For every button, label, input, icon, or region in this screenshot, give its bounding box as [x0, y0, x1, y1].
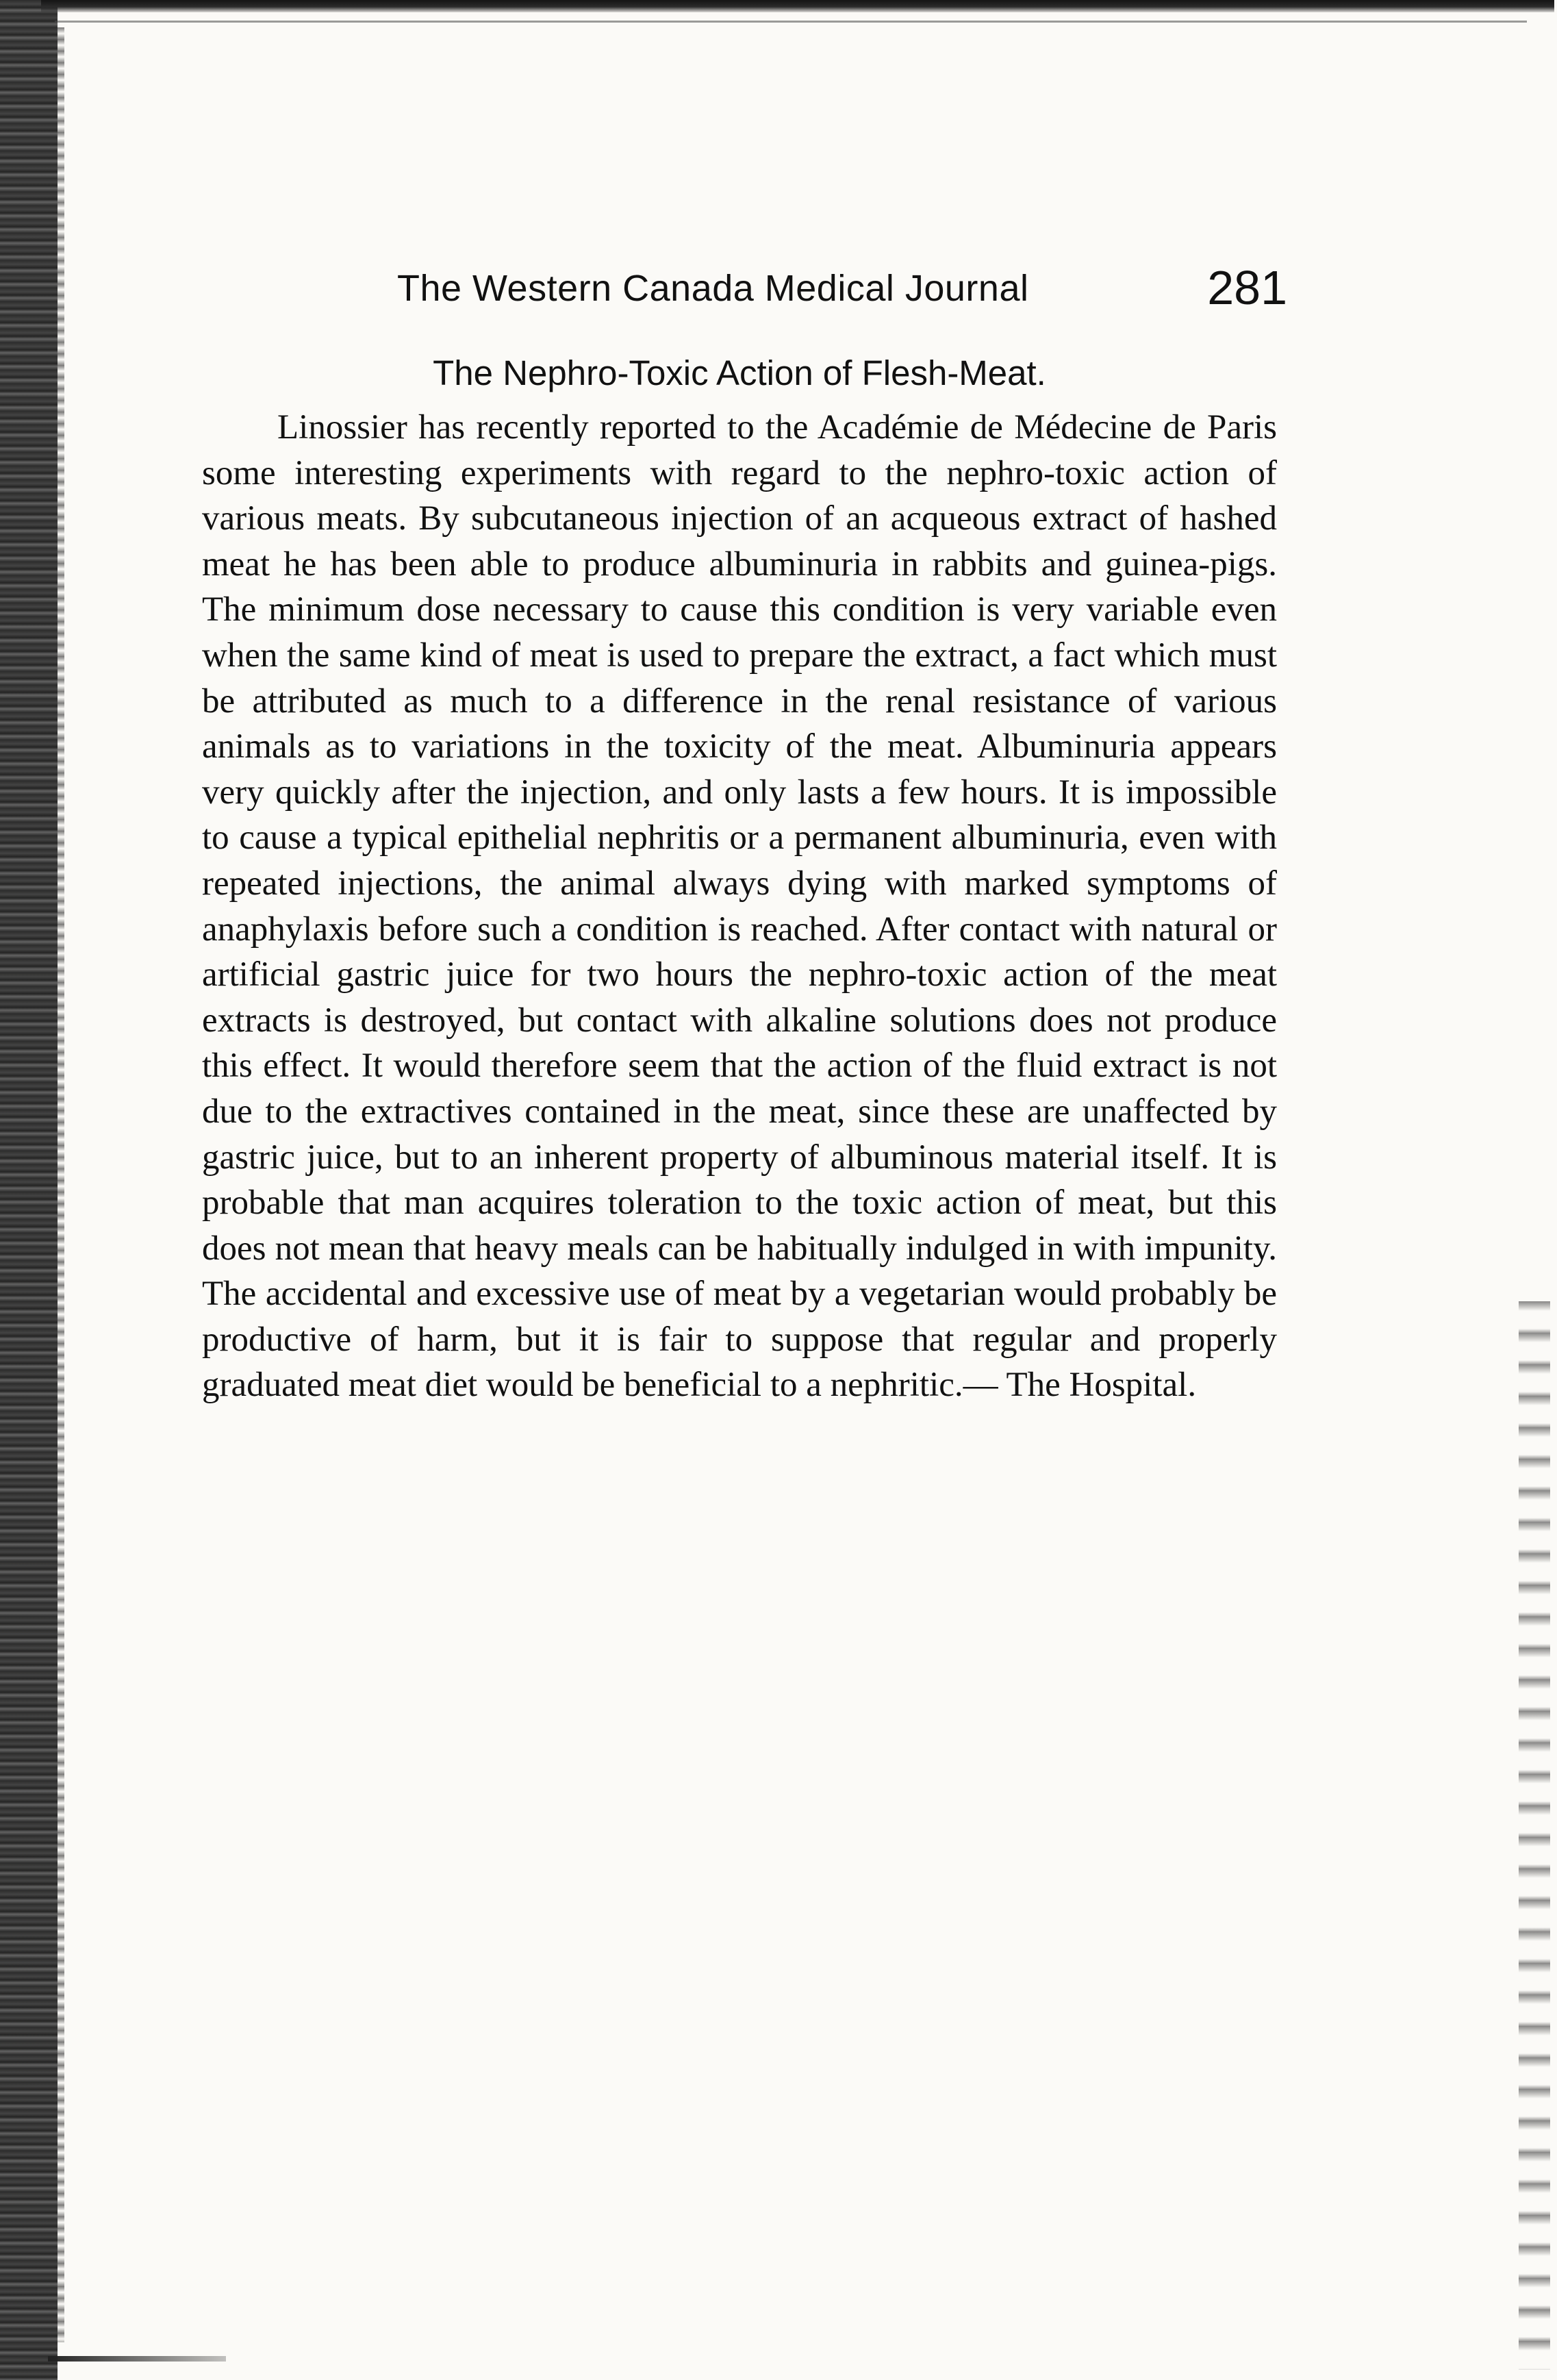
right-edge-scan-artifact — [1519, 1301, 1550, 2370]
book-binding-edge — [0, 0, 58, 2380]
page-header — [397, 260, 1287, 336]
article-body: Linossier has recently reported to the Académie de Médecine de Paris some interesting experiments with regard to the nephro-toxic action of various meats. By subcutaneous injection of an acqueous extract of hashed meat he has been able to produce albuminuria in rabbits and guinea-pigs. The minimum dose necessary to cause this condition is very variable even when the same kind of meat is used to prepare the extract, a fact which must be attributed as much to a difference in the renal resistance of various animals as to variations in the toxicity of the meat. Albuminuria appears very quickly after the injection, and only lasts a few hours. It is impossible to cause a typical epithelial nephritis or a permanent albuminuria, even with repeated injections, the animal always dying with marked symptoms of anaphylaxis before such a condition is reached. After contact with natural or artificial gastric juice for two hours the nephro-toxic action of the meat extracts is destroyed, but contact with alkaline solutions does not produce this effect. It would therefore seem that the action of the fluid extract is not due to the extractives contained in the meat, since these are unaffected by gastric juice, but to an inherent property of albuminous material itself. It is probable that man acquires toleration to the toxic action of meat, but this does not mean that heavy meals can be habitually indulged in with impunity. The accidental and excessive use of meat by a vegetarian would probably be productive of harm, but it is fair to suppose that regular and properly graduated meat diet would be beneficial to a nephritic.— The Hospital. — [202, 408, 1277, 1405]
bottom-corner-artifact — [48, 2356, 226, 2362]
page-number: 281 — [1207, 261, 1287, 314]
running-header: The Western Canada Medical Journal — [397, 268, 1029, 309]
top-edge-thin-rule — [55, 21, 1527, 23]
article — [202, 346, 1277, 1408]
article-title: The Nephro-Toxic Action of Flesh-Meat. — [433, 353, 1046, 392]
top-edge-rule — [41, 0, 1554, 12]
binding-shadow — [58, 27, 64, 2342]
